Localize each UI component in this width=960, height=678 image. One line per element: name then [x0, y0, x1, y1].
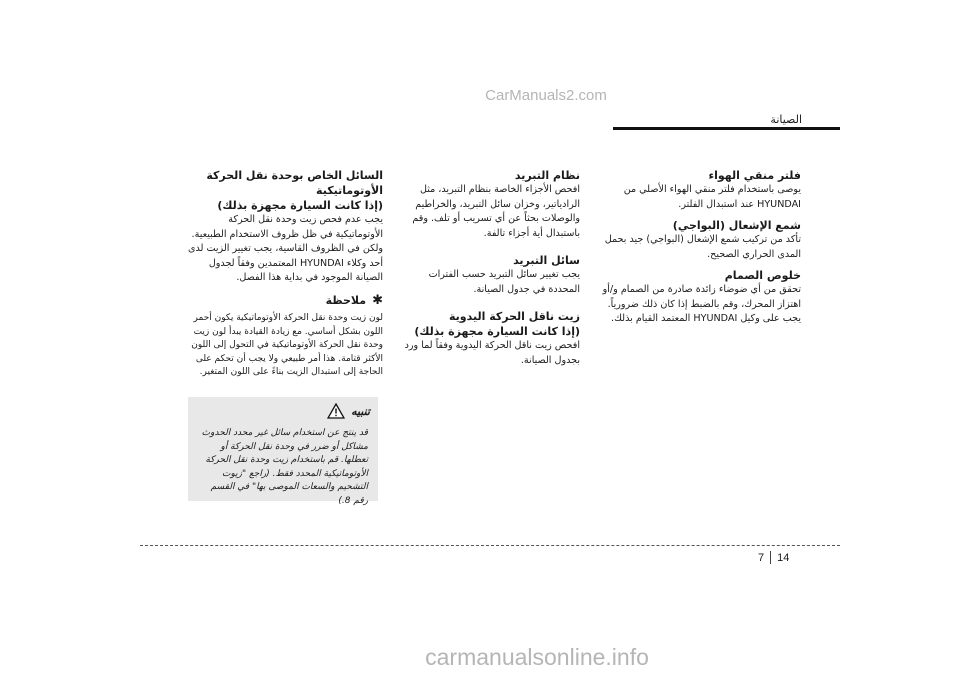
- heading-auto-transaxle: السائل الخاص بوحدة نقل الحركة: [206, 169, 383, 182]
- caution-box: [188, 397, 378, 506]
- section-title: الصيانة: [770, 113, 802, 126]
- watermark-top: CarManuals2.com: [485, 87, 607, 104]
- paragraph-spark-plugs: تأكد من تركيب شمع الإشعال (البواجي) جيد بحمل المدى الحراري الصحيح.: [604, 234, 801, 260]
- paragraph-valve-clearance: تحقق من أي ضوضاء زائدة صادرة من الصمام و/أو اهتزاز المحرك، وقم بالضبط إذا كان ذلك ضرورياً.: [602, 284, 801, 310]
- paragraph-dealer: يجب على وكيل HYUNDAI المعتمد القيام بذلك.: [611, 313, 801, 324]
- footer-rule: [140, 545, 840, 546]
- heading-cooling-system: نظام التبريد: [514, 169, 580, 182]
- header-rule: [613, 127, 840, 130]
- heading-air-filter: فلتر منقي الهواء: [708, 169, 801, 182]
- paragraph-auto-transaxle: يجب عدم فحص زيت وحدة نقل الحركة الأوتوماتيكية في ظل ظروف الاستخدام الطبيعية. ولكن في الظروف القاسية، يجب تغيير الزيت لدى أحد وكلاء HYUNDAI المعتمدين وفقاً لجدول الصيانة الموجود في بداية هذا الفصل.: [187, 214, 383, 283]
- paragraph-manual-transaxle: افحص زيت ناقل الحركة اليدوية وفقاً لما ورد بجدول الصيانة.: [404, 340, 580, 366]
- page-number-value: 14: [777, 551, 790, 564]
- watermark-bottom: carmanualsonline.info: [425, 644, 649, 670]
- paragraph-coolant: يجب تغيير سائل التبريد حسب الفترات المحددة في جدول الصيانة.: [428, 269, 580, 295]
- warning-triangle-icon: [327, 403, 345, 419]
- heading-manual-transaxle: زيت ناقل الحركة اليدوية: [448, 310, 580, 323]
- left-column: [185, 168, 383, 380]
- note-star-icon: ✱: [372, 292, 383, 308]
- note-text: لون زيت وحدة نقل الحركة الأوتوماتيكية يكون أحمر اللون بشكل أساسي. مع زيادة القيادة يبدأ لون زيت وحدة نقل الحركة الأوتوماتيكية في التحول إلى اللون الأكثر قتامة. هذا أمر طبيعي ولا يجب أن تحكم على الحاجة إلى استبدال الزيت بناءً على اللون المتغير.: [191, 313, 383, 377]
- middle-column: [395, 168, 580, 374]
- page-number: [758, 551, 789, 564]
- caution-text: قد ينتج عن استخدام سائل غير محدد الحدوث مشاكل أو ضرر في وحدة نقل الحركة أو تعطلها. قم باستخدام زيت وحدة نقل الحركة الأوتوماتيكية المحدد فقط. (راجع "زيوت التشحيم والسعات الموصى بها" في القسم رقم 8.): [201, 428, 368, 506]
- caution-title: تنبيه: [351, 404, 370, 418]
- paragraph-air-filter: يوصى باستخدام فلتر منقي الهواء الأصلي من HYUNDAI عند استبدال الفلتر.: [623, 184, 801, 210]
- note-title: ملاحظة: [325, 293, 367, 307]
- page-number-separator: [770, 551, 771, 564]
- right-column: [593, 168, 801, 333]
- paragraph-cooling-system: افحص الأجزاء الخاصة بنظام التبريد، مثل الرادياتير، وخزان سائل التبريد، والخراطيم والوصلات بحثاً عن أي تسريب أو تلف. وقم باستبدال أية أجزاء تالفة.: [412, 184, 580, 239]
- heading-manual-transaxle-note: (إذا كانت السيارة مجهزة بذلك): [414, 325, 580, 338]
- heading-auto-transaxle-note: (إذا كانت السيارة مجهزة بذلك): [217, 199, 383, 212]
- caution-heading: [327, 403, 370, 419]
- chapter-number: 7: [758, 551, 765, 564]
- heading-auto-transaxle-2: الأوتوماتيكية: [316, 184, 383, 197]
- note-heading: [185, 294, 383, 309]
- heading-spark-plugs: شمع الإشعال (البواجي): [672, 219, 801, 232]
- heading-coolant: سائل التبريد: [513, 254, 580, 267]
- heading-valve-clearance: خلوص الصمام: [724, 269, 801, 282]
